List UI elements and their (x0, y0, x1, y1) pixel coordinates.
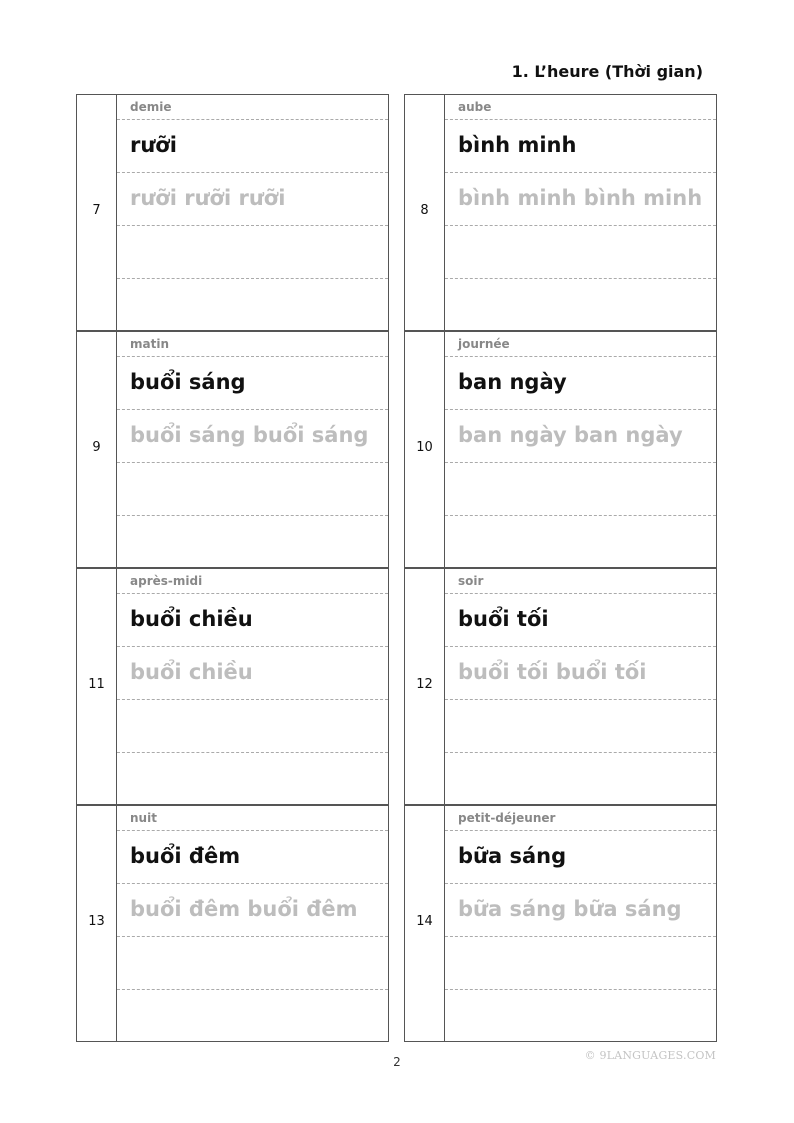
vietnamese-word: bữa sáng (458, 844, 567, 868)
number-column (405, 806, 445, 1041)
trace-text: rưỡi rưỡi rưỡi (130, 186, 286, 210)
number-column (77, 806, 117, 1041)
guide-line (117, 883, 388, 884)
guide-line (117, 646, 388, 647)
number-column (77, 95, 117, 330)
guide-line (117, 699, 388, 700)
section-title: 1. L’heure (Thời gian) (511, 62, 703, 81)
french-word: aube (458, 100, 492, 114)
card-content (445, 806, 716, 1041)
trace-text: ban ngày ban ngày (458, 423, 683, 447)
guide-line (445, 752, 716, 753)
guide-line (445, 225, 716, 226)
guide-line (117, 225, 388, 226)
french-word: journée (458, 337, 510, 351)
vocab-card-14 (404, 805, 717, 1042)
card-number: 12 (416, 677, 433, 692)
french-word: nuit (130, 811, 157, 825)
french-row (117, 332, 388, 357)
french-row (445, 332, 716, 357)
page-number: 2 (393, 1055, 401, 1069)
vocab-card-13 (76, 805, 389, 1042)
card-number: 14 (416, 914, 433, 929)
french-row (117, 95, 388, 120)
french-row (117, 806, 388, 831)
vietnamese-word: buổi chiều (130, 607, 253, 631)
card-content (117, 332, 388, 567)
french-row (445, 806, 716, 831)
card-content (117, 95, 388, 330)
number-column (77, 332, 117, 567)
card-content (445, 95, 716, 330)
french-row (445, 569, 716, 594)
french-word: demie (130, 100, 172, 114)
guide-line (445, 989, 716, 990)
trace-text: buổi đêm buổi đêm (130, 897, 358, 921)
trace-text: buổi sáng buổi sáng (130, 423, 369, 447)
card-number: 10 (416, 440, 433, 455)
guide-line (117, 752, 388, 753)
french-word: matin (130, 337, 169, 351)
trace-text: buổi chiều (130, 660, 253, 684)
number-column (77, 569, 117, 804)
vocab-card-8 (404, 94, 717, 331)
number-column (405, 95, 445, 330)
guide-line (117, 278, 388, 279)
french-row (117, 569, 388, 594)
guide-line (445, 462, 716, 463)
card-content (117, 806, 388, 1041)
french-row (445, 95, 716, 120)
vocab-card-12 (404, 568, 717, 805)
vietnamese-word: bình minh (458, 133, 577, 157)
card-number: 8 (420, 203, 429, 218)
guide-line (445, 409, 716, 410)
guide-line (445, 936, 716, 937)
trace-text: bình minh bình minh (458, 186, 703, 210)
vocab-card-7 (76, 94, 389, 331)
vietnamese-word: buổi tối (458, 607, 549, 631)
trace-text: buổi tối buổi tối (458, 660, 647, 684)
number-column (405, 332, 445, 567)
vietnamese-word: buổi sáng (130, 370, 246, 394)
trace-text: bữa sáng bữa sáng (458, 897, 682, 921)
card-number: 9 (92, 440, 101, 455)
guide-line (117, 462, 388, 463)
guide-line (445, 515, 716, 516)
guide-line (445, 883, 716, 884)
vietnamese-word: ban ngày (458, 370, 567, 394)
copyright-notice: © 9LANGUAGES.COM (584, 1049, 716, 1062)
guide-line (445, 172, 716, 173)
card-number: 7 (92, 203, 101, 218)
french-word: petit-déjeuner (458, 811, 556, 825)
guide-line (117, 172, 388, 173)
guide-line (117, 409, 388, 410)
vietnamese-word: buổi đêm (130, 844, 241, 868)
vocab-card-9 (76, 331, 389, 568)
card-content (117, 569, 388, 804)
guide-line (445, 278, 716, 279)
card-content (445, 332, 716, 567)
vocab-card-10 (404, 331, 717, 568)
french-word: après-midi (130, 574, 203, 588)
vietnamese-word: rưỡi (130, 133, 177, 157)
guide-line (445, 646, 716, 647)
guide-line (117, 515, 388, 516)
card-content (445, 569, 716, 804)
card-number: 11 (88, 677, 105, 692)
vocab-card-11 (76, 568, 389, 805)
guide-line (117, 989, 388, 990)
card-number: 13 (88, 914, 105, 929)
french-word: soir (458, 574, 484, 588)
guide-line (117, 936, 388, 937)
number-column (405, 569, 445, 804)
guide-line (445, 699, 716, 700)
